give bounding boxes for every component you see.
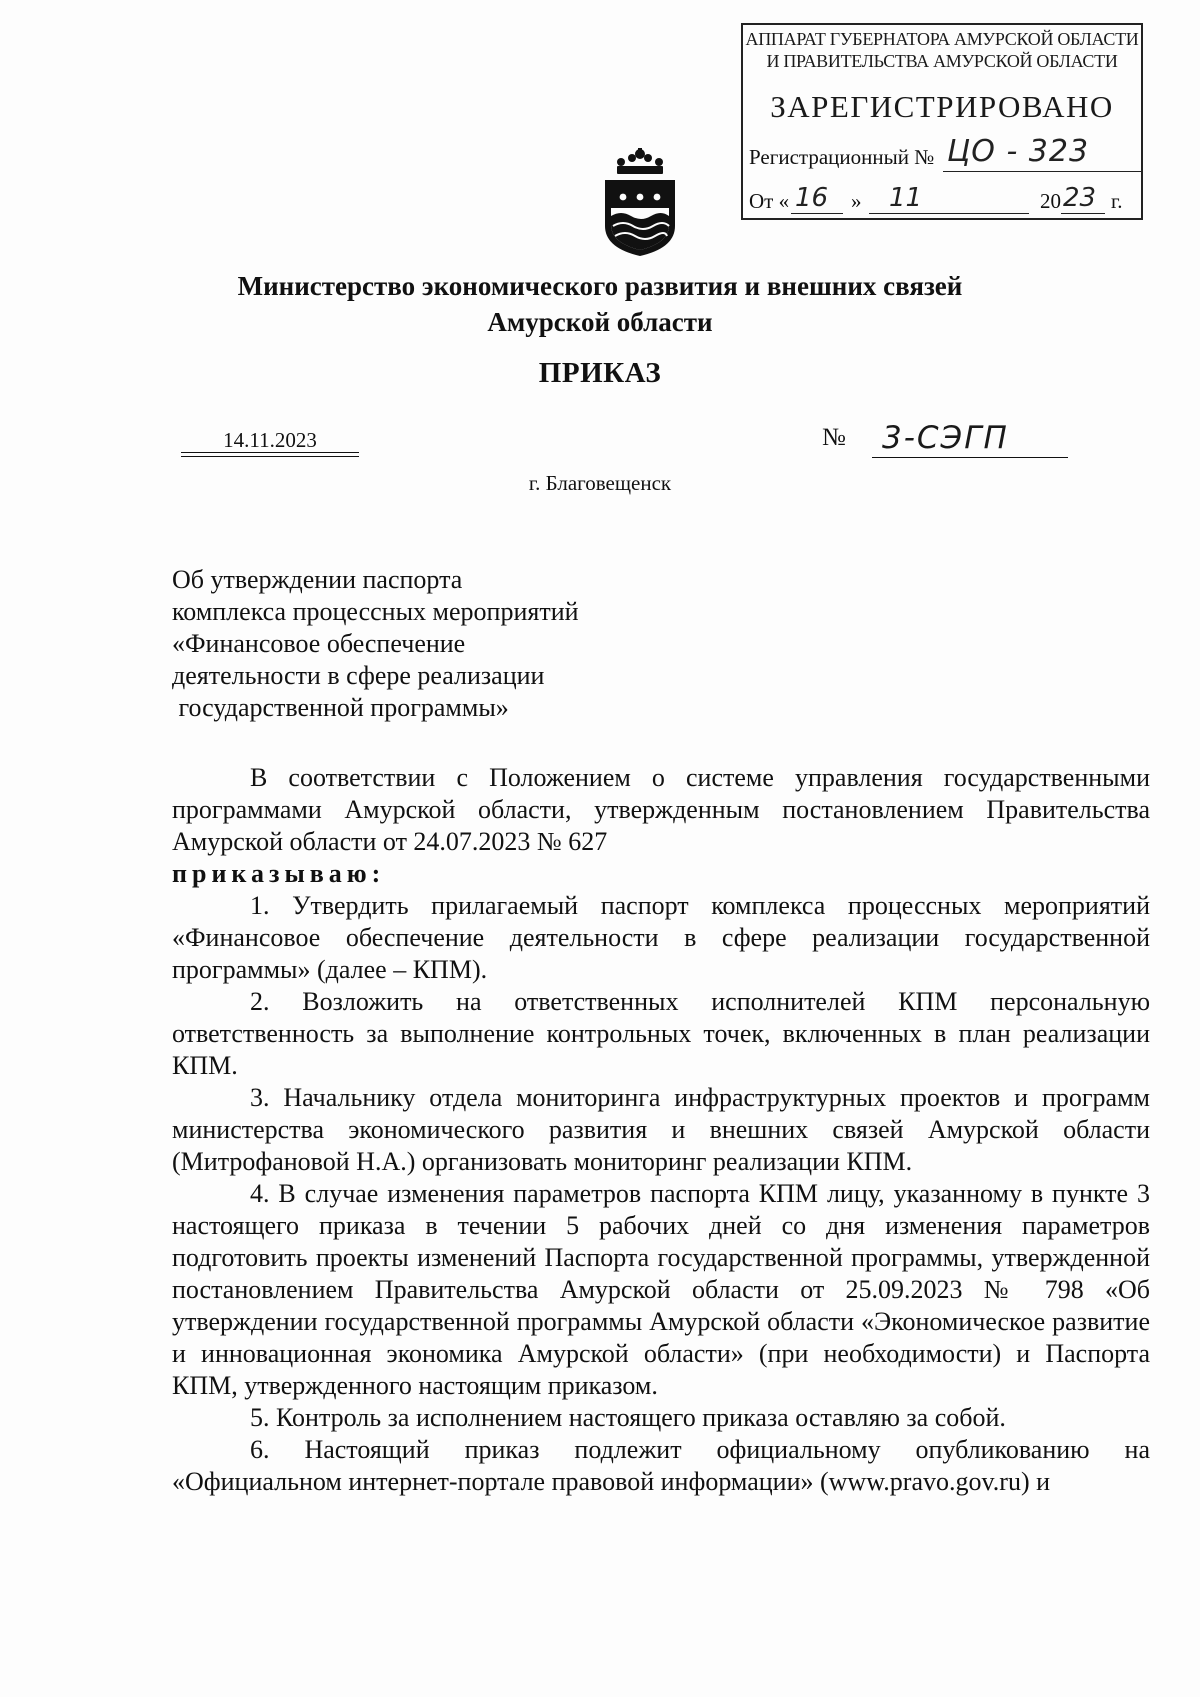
order-number-label: № [822, 424, 846, 451]
order-item-3: 3. Начальнику отдела мониторинга инфраструктурных проектов и программ министерства экономического развития и внешних связей Амурской области (Митрофановой Н.А.) организовать мониторинг реализации КПМ. [172, 1083, 1150, 1176]
ministry-line-2: Амурской области [487, 307, 713, 337]
order-date-underline [181, 452, 359, 453]
stamp-month: 11 [889, 183, 923, 213]
stamp-year-underline [1061, 213, 1105, 214]
stamp-reg-label: Регистрационный № [749, 145, 935, 169]
stamp-day-close: » [851, 189, 862, 213]
stamp-title: ЗАРЕГИСТРИРОВАНО [770, 89, 1114, 124]
order-item-2: 2. Возложить на ответственных исполнителей КПМ персональную ответственность за выполнение контрольных точек, включенных в план реализации КПМ. [172, 987, 1150, 1080]
document-type: ПРИКАЗ [538, 357, 662, 389]
order-date-underline-2 [181, 456, 359, 457]
stamp-date-prefix: От « [749, 189, 790, 213]
stamp-year-unit: г. [1111, 189, 1123, 213]
stamp-year-prefix: 20 [1040, 189, 1061, 213]
coat-of-arms-icon [599, 148, 681, 258]
order-item-4: 4. В случае изменения параметров паспорта КПМ лицу, указанному в пункте 3 настоящего приказа в течении 5 рабочих дней со дня изменения параметров подготовить проекты изменений Паспорта государственной программы, утвержденной постановлением Правительства Амурской области от 25.09.2023 № 798 «Об утверждении государственной программы Амурской области «Экономическое развитие и инновационная экономика Амурской области» (при необходимости) и Паспорта КПМ, утвержденного настоящим приказом. [172, 1179, 1150, 1400]
order-item-1: 1. Утвердить прилагаемый паспорт комплекса процессных мероприятий «Финансовое обеспечение деятельности в сфере реализации государственной программы» (далее – КПМ). [172, 891, 1150, 984]
subject-block [172, 564, 692, 724]
stamp-reg-number: ЦО - 323 [943, 133, 1141, 172]
order-item-6: 6. Настоящий приказ подлежит официальному опубликованию на «Официальном интернет-портале правовой информации» (www.pravo.gov.ru) и [172, 1435, 1150, 1496]
subject-line: деятельности в сфере реализации [172, 661, 545, 690]
directive-word: приказываю: [172, 859, 386, 888]
order-date: 14.11.2023 [223, 428, 317, 452]
order-number: 3-СЭГП [872, 420, 1068, 458]
city: г. Благовещенск [528, 471, 672, 495]
stamp-year-suffix: 23 [1063, 183, 1097, 213]
stamp-day-underline [791, 213, 843, 214]
stamp-day: 16 [795, 183, 829, 213]
subject-line: комплекса процессных мероприятий [172, 597, 579, 626]
ministry-heading [0, 268, 1200, 340]
stamp-month-underline [869, 213, 1029, 214]
stamp-org-line-2: И ПРАВИТЕЛЬСТВА АМУРСКОЙ ОБЛАСТИ [766, 51, 1118, 71]
ministry-line-1: Министерство экономического развития и внешних связей [237, 271, 963, 301]
subject-line: государственной программы» [172, 693, 509, 722]
subject-line: «Финансовое обеспечение [172, 629, 466, 658]
stamp-date-row [749, 183, 1137, 215]
subject-line: Об утверждении паспорта [172, 565, 463, 594]
preamble-paragraph: В соответствии с Положением о системе управления государственными программами Амурской области, утвержденным постановлением Правительства Амурской области от 24.07.2023 № 627 [172, 763, 1150, 856]
registration-stamp [741, 23, 1143, 220]
order-item-5: 5. Контроль за исполнением настоящего приказа оставляю за собой. [250, 1403, 1006, 1432]
body-text [172, 762, 1150, 1498]
stamp-org-line-1: АППАРАТ ГУБЕРНАТОРА АМУРСКОЙ ОБЛАСТИ [745, 29, 1139, 49]
